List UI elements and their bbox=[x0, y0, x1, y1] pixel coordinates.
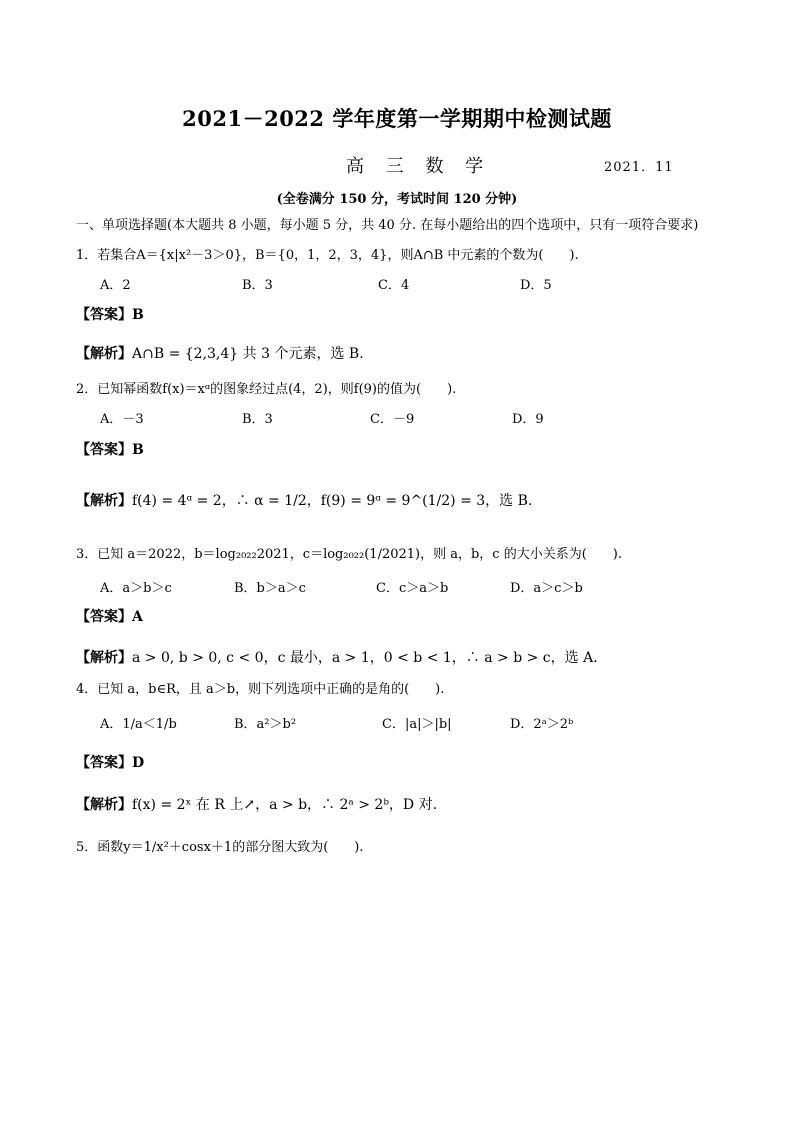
question-1-stem: 1．若集合A＝{x|x²－3＞0}，B＝{0，1，2，3，4}，则A∩B 中元素的个数为( ). bbox=[76, 248, 579, 263]
q2-analysis-text: f(4) = 4ᵅ = 2，∴ α = 1/2，f(9) = 9ᵅ = 9^(1/2) = 3，选 B. bbox=[132, 493, 533, 509]
q4-analysis-text: f(x) = 2ˣ 在 R 上↗，a > b，∴ 2ᵃ > 2ᵇ，D 对. bbox=[132, 797, 438, 813]
q3-option-d: D．a＞c＞b bbox=[510, 581, 583, 596]
q1-option-d: D．5 bbox=[520, 278, 552, 293]
q2-option-a: A．－3 bbox=[100, 412, 144, 427]
q4-analysis-label: 【解析】 bbox=[76, 797, 132, 813]
q2-answer: 【答案】B bbox=[76, 442, 144, 458]
q3-analysis-label: 【解析】 bbox=[76, 650, 132, 666]
q1-analysis bbox=[76, 343, 364, 363]
subject-label: 高 三 数 学 bbox=[346, 156, 492, 177]
q1-option-b: B．3 bbox=[242, 278, 273, 293]
q1-option-c: C．4 bbox=[378, 278, 410, 293]
q4-option-d: D．2ᵃ＞2ᵇ bbox=[510, 717, 574, 732]
question-4-stem: 4．已知 a，b∈R，且 a＞b，则下列选项中正确的是角的( ). bbox=[76, 682, 445, 697]
page-title: 2021－2022 学年度第一学期期中检测试题 bbox=[182, 106, 612, 131]
q4-analysis bbox=[76, 794, 437, 814]
q1-answer: 【答案】B bbox=[76, 307, 144, 323]
section-heading: 一、单项选择题(本大题共 8 小题，每小题 5 分，共 40 分. 在每小题给出的四个选项中，只有一项符合要求) bbox=[76, 218, 699, 233]
q1-analysis-label: 【解析】 bbox=[76, 346, 132, 362]
q4-option-c: C．|a|＞|b| bbox=[382, 717, 452, 732]
q2-option-b: B．3 bbox=[242, 412, 273, 427]
q3-option-a: A．a＞b＞c bbox=[100, 581, 172, 596]
question-5-stem: 5．函数y＝1/x²＋cosx＋1的部分图大致为( ). bbox=[76, 840, 364, 855]
q2-option-c: C．－9 bbox=[370, 412, 415, 427]
q4-answer: 【答案】D bbox=[76, 755, 145, 771]
q2-option-d: D．9 bbox=[512, 412, 544, 427]
q3-analysis-text: a > 0, b > 0, c < 0，c 最小，a > 1，0 < b < 1，∴ a > b > c，选 A. bbox=[132, 650, 598, 666]
q2-analysis bbox=[76, 490, 532, 510]
q3-analysis bbox=[76, 647, 598, 667]
q4-option-b: B．a²＞b² bbox=[234, 717, 297, 732]
q3-answer: 【答案】A bbox=[76, 609, 143, 625]
exam-date: 2021．11 bbox=[604, 160, 674, 175]
q2-analysis-label: 【解析】 bbox=[76, 493, 132, 509]
q3-option-c: C．c＞a＞b bbox=[376, 581, 449, 596]
question-2-stem: 2．已知幂函数f(x)＝xᵅ的图象经过点(4，2)，则f(9)的值为( ). bbox=[76, 382, 457, 397]
q4-option-a: A．1/a＜1/b bbox=[100, 717, 177, 732]
question-3-stem: 3．已知 a＝2022，b＝log₂₀₂₂2021，c＝log₂₀₂₂(1/2021)，则 a，b，c 的大小关系为( ). bbox=[76, 547, 623, 562]
q1-analysis-text: A∩B = {2,3,4} 共 3 个元素，选 B. bbox=[132, 346, 364, 362]
q3-option-b: B．b＞a＞c bbox=[234, 581, 306, 596]
exam-note: (全卷满分 150 分，考试时间 120 分钟) bbox=[276, 192, 518, 207]
q1-option-a: A．2 bbox=[100, 278, 131, 293]
